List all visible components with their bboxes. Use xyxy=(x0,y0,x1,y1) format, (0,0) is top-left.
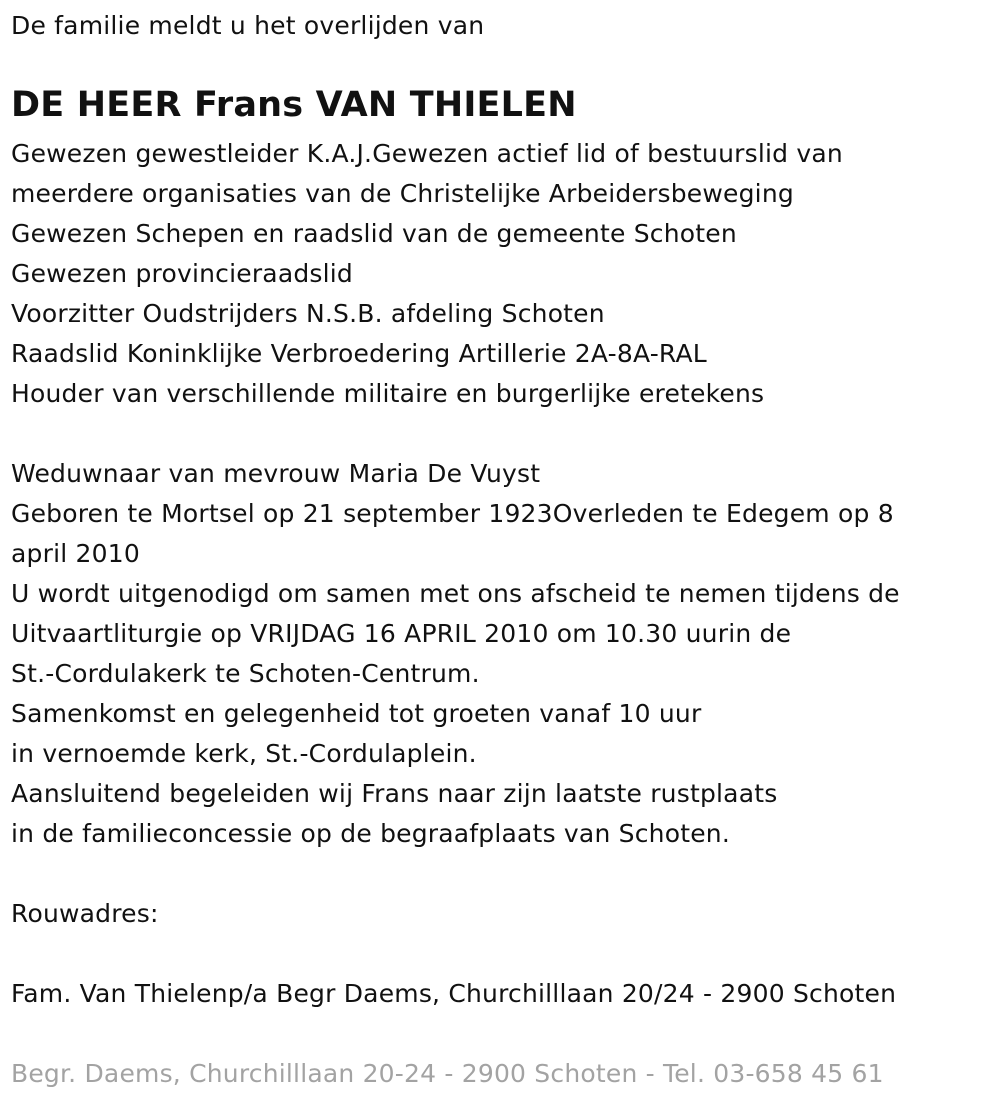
bio-line: in vernoemde kerk, St.-Cordulaplein. xyxy=(11,739,477,768)
rouwadres-label: Rouwadres: xyxy=(11,899,159,928)
function-line: Gewezen Schepen en raadslid van de gemeente Schoten xyxy=(11,219,737,248)
function-line: Gewezen provincieraadslid xyxy=(11,259,353,288)
biography-and-service-details xyxy=(11,454,900,854)
bio-line: Geboren te Mortsel op 21 september 1923Overleden te Edegem op 8 xyxy=(11,499,894,528)
intro-text: De familie meldt u het overlijden van xyxy=(11,11,485,40)
bio-line: in de familieconcessie op de begraafplaats van Schoten. xyxy=(11,819,730,848)
rouwadres-address: Fam. Van Thielenp/a Begr Daems, Churchilllaan 20/24 - 2900 Schoten xyxy=(11,979,897,1008)
bio-line: Samenkomst en gelegenheid tot groeten vanaf 10 uur xyxy=(11,699,702,728)
bio-line: St.-Cordulakerk te Schoten-Centrum. xyxy=(11,659,480,688)
bio-line: Uitvaartliturgie op VRIJDAG 16 APRIL 2010 om 10.30 uurin de xyxy=(11,619,792,648)
funeral-home-footer: Begr. Daems, Churchilllaan 20-24 - 2900 Schoten - Tel. 03-658 45 61 xyxy=(11,1059,884,1088)
bio-line: Aansluitend begeleiden wij Frans naar zijn laatste rustplaats xyxy=(11,779,778,808)
bio-line: U wordt uitgenodigd om samen met ons afscheid te nemen tijdens de xyxy=(11,579,900,608)
function-line: Voorzitter Oudstrijders N.S.B. afdeling Schoten xyxy=(11,299,605,328)
bio-line: april 2010 xyxy=(11,539,140,568)
functions-list xyxy=(11,134,843,414)
function-line: Gewezen gewestleider K.A.J.Gewezen actief lid of bestuurslid van xyxy=(11,139,843,168)
deceased-name-title: DE HEER Frans VAN THIELEN xyxy=(11,85,577,125)
bio-line: Weduwnaar van mevrouw Maria De Vuyst xyxy=(11,459,541,488)
function-line: meerdere organisaties van de Christelijke Arbeidersbeweging xyxy=(11,179,794,208)
function-line: Houder van verschillende militaire en burgerlijke eretekens xyxy=(11,379,765,408)
function-line: Raadslid Koninklijke Verbroedering Artillerie 2A-8A-RAL xyxy=(11,339,707,368)
